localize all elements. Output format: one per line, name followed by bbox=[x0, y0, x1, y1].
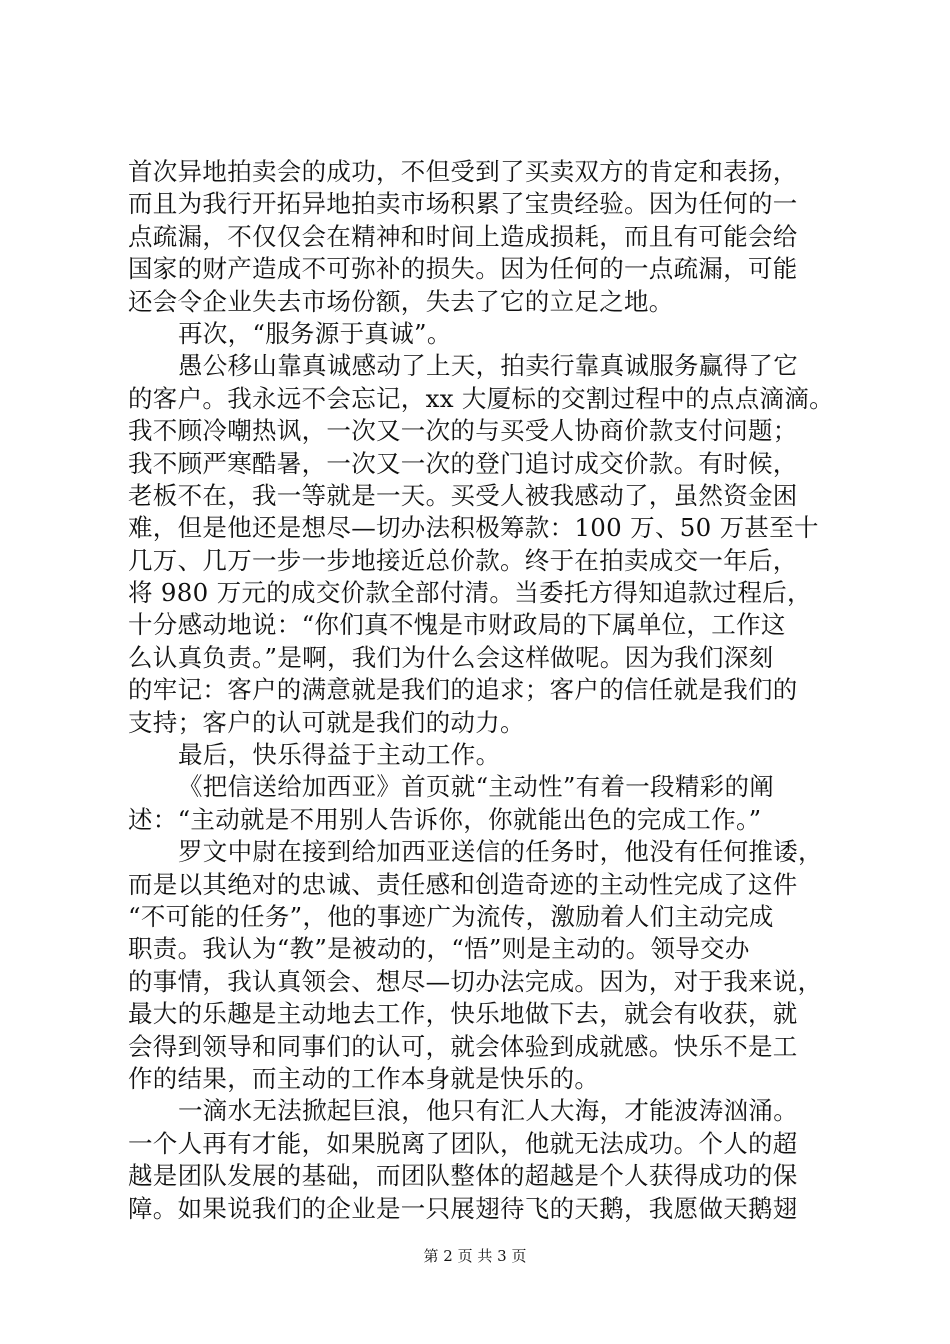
text-line: 障。如果说我们的企业是一只展翅待飞的天鹅，我愿做天鹅翅 bbox=[128, 1193, 798, 1223]
text-line: 还会令企业失去市场份额，失去了它的立足之地。 bbox=[128, 286, 674, 316]
text-line: 的客户。我永远不会忘记，xx 大厦标的交割过程中的点点滴滴。 bbox=[128, 383, 834, 413]
text-line: “不可能的任务”，他的事迹广为流传，激励着人们主动完成 bbox=[128, 901, 774, 931]
text-line: 愚公移山靠真诚感动了上天，拍卖行靠真诚服务赢得了它 bbox=[178, 351, 798, 381]
text-line: 而且为我行开拓异地拍卖市场积累了宝贵经验。因为任何的一 bbox=[128, 189, 798, 219]
page-footer: 第 2 页 共 3 页 bbox=[423, 1247, 527, 1265]
document-body bbox=[128, 156, 834, 1225]
text-line: 述：“主动就是不用别人告诉你，你就能出色的完成工作。” bbox=[128, 804, 762, 834]
text-line: 一滴水无法掀起巨浪，他只有汇人大海，才能波涛汹涌。 bbox=[178, 1096, 798, 1126]
text-line: 一个人再有才能，如果脱离了团队，他就无法成功。个人的超 bbox=[128, 1128, 798, 1158]
text-line: 支持；客户的认可就是我们的动力。 bbox=[128, 707, 525, 737]
text-line: 会得到领导和同事们的认可，就会体验到成就感。快乐不是工 bbox=[128, 1031, 798, 1061]
text-line: 几万、几万一步一步地接近总价款。终于在拍卖成交一年后， bbox=[128, 545, 798, 575]
text-line: 职责。我认为“教”是被动的，“悟”则是主动的。领导交办 bbox=[128, 934, 750, 964]
text-line: 我不顾严寒酷暑，一次又一次的登门追讨成交价款。有时候， bbox=[128, 448, 798, 478]
text-line: 而是以其绝对的忠诚、责任感和创造奇迹的主动性完成了这件 bbox=[128, 869, 798, 899]
text-line: 十分感动地说：“你们真不愧是市财政局的下属单位，工作这 bbox=[128, 610, 786, 640]
text-line: 《把信送给加西亚》首页就“主动性”有着一段精彩的阐 bbox=[178, 772, 775, 802]
text-line: 么认真负责。”是啊，我们为什么会这样做呢。因为我们深刻 bbox=[128, 642, 774, 672]
text-line: 再次，“服务源于真诚”。 bbox=[178, 318, 452, 348]
text-line: 点疏漏，不仅仅会在精神和时间上造成损耗，而且有可能会给 bbox=[128, 221, 798, 251]
text-line: 作的结果，而主动的工作本身就是快乐的。 bbox=[128, 1063, 600, 1093]
text-line: 国家的财产造成不可弥补的损失。因为任何的一点疏漏，可能 bbox=[128, 254, 798, 284]
text-line: 最后，快乐得益于主动工作。 bbox=[178, 740, 501, 770]
text-line: 难，但是他还是想尽—切办法积极筹款：100 万、50 万甚至十 bbox=[128, 513, 819, 543]
text-line: 越是团队发展的基础，而团队整体的超越是个人获得成功的保 bbox=[128, 1161, 798, 1191]
text-line: 我不顾冷嘲热讽，一次又一次的与买受人协商价款支付问题； bbox=[128, 416, 798, 446]
text-line: 将 980 万元的成交价款全部付清。当委托方得知追款过程后， bbox=[128, 578, 812, 608]
text-line: 的事情，我认真领会、想尽—切办法完成。因为，对于我来说， bbox=[128, 966, 823, 996]
text-line: 的牢记：客户的满意就是我们的追求；客户的信任就是我们的 bbox=[128, 675, 798, 705]
text-line: 最大的乐趣是主动地去工作，快乐地做下去，就会有收获，就 bbox=[128, 999, 798, 1029]
text-line: 老板不在，我一等就是一天。买受人被我感动了，虽然资金困 bbox=[128, 480, 798, 510]
text-line: 罗文中尉在接到给加西亚送信的任务时，他没有任何推诿， bbox=[178, 837, 823, 867]
text-line: 首次异地拍卖会的成功，不但受到了买卖双方的肯定和表扬， bbox=[128, 157, 798, 186]
